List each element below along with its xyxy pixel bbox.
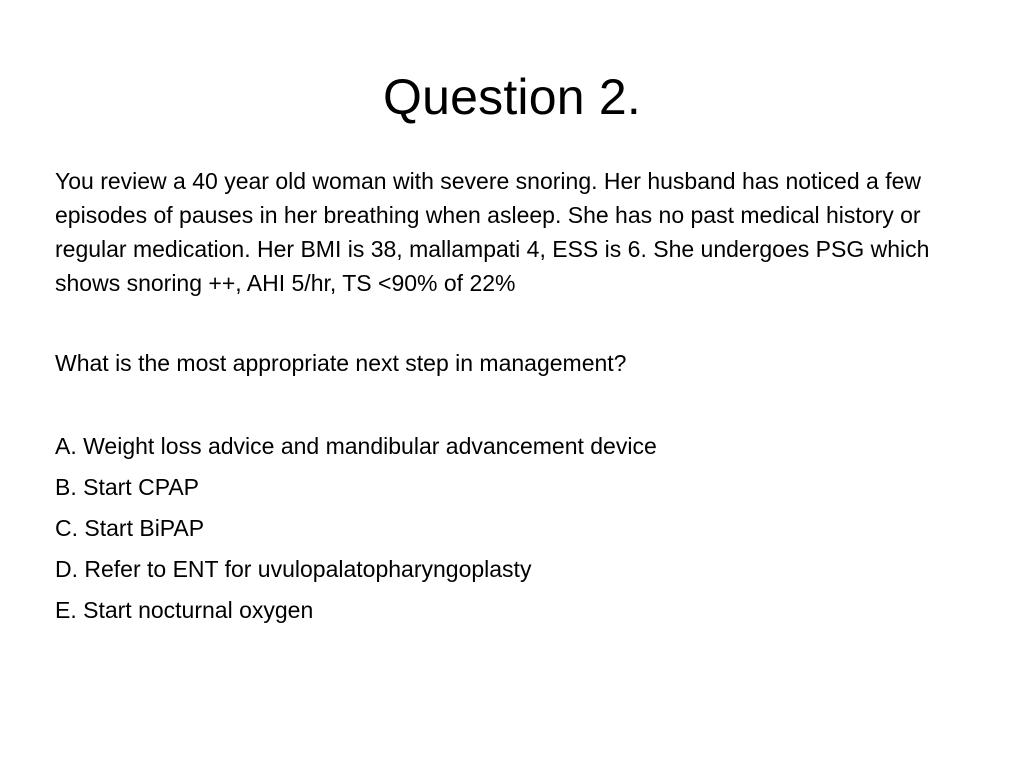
slide-body bbox=[55, 164, 975, 623]
answer-options-list bbox=[55, 429, 657, 634]
question-prompt: What is the most appropriate next step in management? bbox=[55, 350, 627, 376]
answer-option-d: D. Refer to ENT for uvulopalatopharyngoplasty bbox=[55, 556, 532, 582]
answer-option-e: E. Start nocturnal oxygen bbox=[55, 597, 314, 623]
question-stem: You review a 40 year old woman with severe snoring. Her husband has noticed a few episodes of pauses in her breathing when asleep. She has no past medical history or regular medication. Her BMI is 38, mallampati 4, ESS is 6. She undergoes PSG which shows snoring ++, AHI 5/hr, TS <90% of 22% bbox=[55, 168, 930, 296]
answer-option-a: A. Weight loss advice and mandibular advancement device bbox=[55, 433, 657, 459]
answer-option-c: C. Start BiPAP bbox=[55, 515, 205, 541]
answer-option-b: B. Start CPAP bbox=[55, 474, 200, 500]
slide-title: Question 2. bbox=[383, 69, 641, 125]
